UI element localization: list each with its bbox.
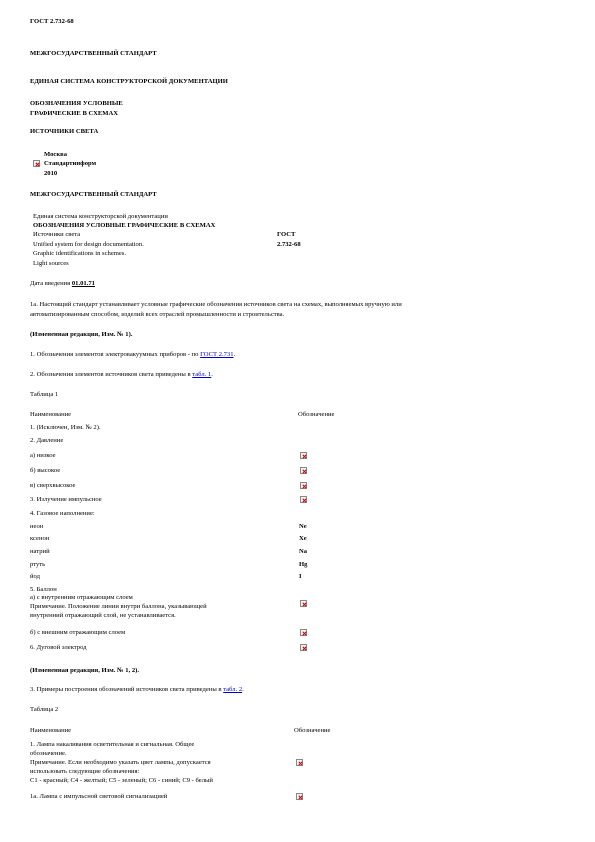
- standard-type: МЕЖГОСУДАРСТВЕННЫЙ СТАНДАРТ: [30, 50, 157, 57]
- arc-electrode-icon: [300, 644, 307, 651]
- gas-symbol: Hg: [299, 561, 308, 568]
- publisher: Стандартинформ: [44, 160, 97, 167]
- table-2-link[interactable]: табл. 2: [223, 686, 243, 693]
- table-row: а) с внутренним отражающим слоем: [30, 594, 133, 601]
- table-note: Примечание. Если необходимо указать цвет лампы, допускается: [30, 759, 211, 766]
- standard-type-2: МЕЖГОСУДАРСТВЕННЫЙ СТАНДАРТ: [30, 191, 157, 198]
- pulse-radiation-icon: [300, 496, 307, 503]
- header-gost-number: 2.732-68: [277, 241, 301, 248]
- broken-image-icon: [33, 160, 40, 167]
- low-pressure-icon: [300, 452, 307, 459]
- pulse-signal-lamp-icon: [296, 793, 303, 800]
- header-en-1: Unified system for design documentation.: [33, 241, 144, 248]
- table-note: использовать следующие обозначения:: [30, 768, 140, 775]
- table-row: йод: [30, 573, 40, 580]
- paragraph-2-text: 2. Обозначения элементов источников света приведены в: [30, 371, 191, 378]
- paragraph-1a-cont: автоматизированным способом, изделий всех отраслей промышленности и строительства.: [30, 311, 285, 318]
- table-row: 3. Излучение импульсное: [30, 496, 102, 503]
- ultra-high-pressure-icon: [300, 482, 307, 489]
- table-1-col-name: Наименование: [30, 411, 72, 418]
- gas-symbol: Xe: [299, 535, 307, 542]
- intro-date-value: 01.01.71: [71, 280, 95, 287]
- table-1-col-designation: Обозначение: [298, 411, 335, 418]
- high-pressure-icon: [300, 467, 307, 474]
- table-2-col-designation: Обозначение: [294, 727, 331, 734]
- header-ru-2: ОБОЗНАЧЕНИЯ УСЛОВНЫЕ ГРАФИЧЕСКИЕ В СХЕМАХ: [33, 222, 216, 229]
- table-row: 2. Давление: [30, 437, 64, 444]
- incandescent-lamp-icon: [296, 759, 303, 766]
- table-row: неон: [30, 523, 44, 530]
- outer-reflector-icon: [300, 629, 307, 636]
- paragraph-1-end: .: [233, 351, 236, 358]
- table-note: внутренний отражающий слой, не устанавливается.: [30, 612, 176, 619]
- table-row: обозначение.: [30, 750, 67, 757]
- table-row: 1. Лампа накаливания осветительная и сигнальная. Общее: [30, 741, 195, 748]
- table-row: 5. Баллон: [30, 586, 57, 593]
- table-row: б) с внешним отражающим слоем: [30, 629, 126, 636]
- intro-date-label: Дата введения: [30, 280, 71, 287]
- publication-city: Москва: [44, 151, 68, 158]
- publication-year: 2010: [44, 170, 58, 177]
- table-2-caption: Таблица 2: [30, 706, 59, 713]
- title-line-3: ИСТОЧНИКИ СВЕТА: [30, 128, 99, 135]
- paragraph-3-text: 3. Примеры построения обозначений источников света приведены в: [30, 686, 222, 693]
- amendment-note-1: (Измененная редакция, Изм. № 1).: [30, 331, 133, 338]
- table-row: б) высокое: [30, 467, 61, 474]
- inner-reflector-icon: [300, 600, 307, 607]
- amendment-note-2: (Измененная редакция, Изм. № 1, 2).: [30, 667, 140, 674]
- paragraph-3: [30, 686, 244, 694]
- eskd-title: ЕДИНАЯ СИСТЕМА КОНСТРУКТОРСКОЙ ДОКУМЕНТАЦИИ: [30, 78, 228, 85]
- table-1-caption: Таблица 1: [30, 391, 59, 398]
- header-gost-label: ГОСТ: [277, 231, 296, 238]
- table-row: 6. Дуговой электрод: [30, 644, 87, 651]
- header-ru-1: Единая система конструкторской документации: [33, 213, 168, 220]
- table-note: С1 - красный; С4 - желтый; С5 - зеленый; С6 - синий; С9 - белый: [30, 777, 213, 784]
- gas-symbol: Ne: [299, 523, 307, 530]
- table-1-link[interactable]: табл. 1: [192, 371, 212, 378]
- intro-date: [30, 280, 95, 288]
- gost-2731-link[interactable]: ГОСТ 2.731: [200, 351, 234, 358]
- paragraph-3-end: .: [242, 686, 244, 693]
- table-note: Примечание. Положение линии внутри баллона, указывающей: [30, 603, 207, 610]
- table-row: 1. (Исключен, Изм. № 2).: [30, 424, 101, 431]
- table-row: в) сверхвысокое: [30, 482, 76, 489]
- title-line-2: ГРАФИЧЕСКИЕ В СХЕМАХ: [30, 110, 119, 117]
- table-row: натрий: [30, 548, 50, 555]
- paragraph-1-text: 1. Обозначения элементов электровакуумных приборов - по: [30, 351, 199, 358]
- gas-symbol: I: [299, 573, 302, 580]
- paragraph-1a: 1а. Настоящий стандарт устанавливает условные графические обозначения источников света на схемах, выполняемых вручную или: [30, 301, 402, 308]
- paragraph-2-end: .: [211, 371, 213, 378]
- table-row: а) низкое: [30, 452, 56, 459]
- title-line-1: ОБОЗНАЧЕНИЯ УСЛОВНЫЕ: [30, 100, 123, 107]
- table-row: ртуть: [30, 561, 46, 568]
- header-ru-3: Источники света: [33, 231, 81, 238]
- gas-symbol: Na: [299, 548, 308, 555]
- paragraph-1: [30, 351, 235, 359]
- table-row: 1а. Лампа с импульсной световой сигнализацией: [30, 793, 168, 800]
- table-row: 4. Газовое наполнение:: [30, 510, 95, 517]
- header-en-2: Graphic identifications in schemes.: [33, 250, 127, 257]
- paragraph-2: [30, 371, 213, 379]
- table-2-col-name: Наименование: [30, 727, 72, 734]
- header-en-3: Light sources: [33, 260, 69, 267]
- table-row: ксенон: [30, 535, 50, 542]
- gost-id: ГОСТ 2.732-68: [30, 18, 74, 25]
